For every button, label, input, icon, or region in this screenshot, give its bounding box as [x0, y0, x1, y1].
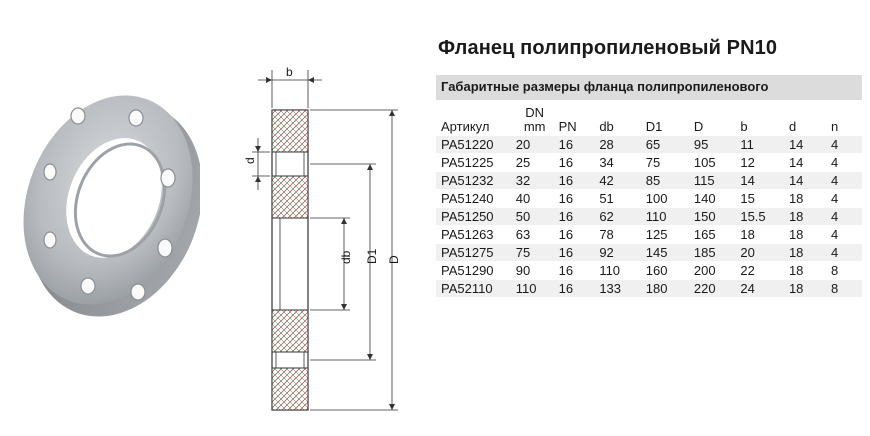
- cell-article: PA51250: [436, 208, 511, 226]
- cell-b: 22: [735, 262, 784, 280]
- cell-db: 78: [594, 226, 640, 244]
- cell-d-hole: 14: [784, 154, 826, 172]
- D-dimension-label: D: [387, 255, 401, 264]
- cell-b: 11: [735, 136, 784, 154]
- cell-db: 110: [594, 262, 640, 280]
- cell-b: 12: [735, 154, 784, 172]
- column-header-b: b: [740, 119, 748, 134]
- column-header-n: n: [831, 119, 839, 134]
- cell-d-hole: 18: [784, 208, 826, 226]
- cell-dn: 32: [511, 172, 554, 190]
- table-row: [436, 262, 862, 280]
- table-row: [436, 226, 862, 244]
- table-caption: Габаритные размеры фланца полипропиленового: [436, 75, 862, 100]
- cell-d-hole: 14: [784, 172, 826, 190]
- cell-db: 92: [594, 244, 640, 262]
- table-row: [436, 190, 862, 208]
- cell-db: 133: [594, 280, 640, 298]
- cell-b: 24: [735, 280, 784, 298]
- cell-article: PA51290: [436, 262, 511, 280]
- cell-article: PA51232: [436, 172, 511, 190]
- column-header-d-outer: D: [693, 119, 704, 134]
- table-row: [436, 244, 862, 262]
- cell-d1: 75: [641, 154, 689, 172]
- table-row: [436, 172, 862, 190]
- cell-d1: 180: [641, 280, 689, 298]
- cell-d-hole: 18: [784, 262, 826, 280]
- cell-n: 4: [826, 190, 862, 208]
- cell-pn: 16: [554, 136, 595, 154]
- cell-pn: 16: [554, 262, 595, 280]
- cell-d-hole: 18: [784, 280, 826, 298]
- cell-article: PA51240: [436, 190, 511, 208]
- cell-d-hole: 18: [784, 226, 826, 244]
- cell-n: 4: [826, 136, 862, 154]
- cell-d-outer: 95: [689, 136, 735, 154]
- cell-dn: 63: [511, 226, 554, 244]
- cell-n: 4: [826, 172, 862, 190]
- cell-pn: 16: [554, 280, 595, 298]
- column-header-pn: PN: [558, 119, 577, 134]
- cell-dn: 90: [511, 262, 554, 280]
- cell-article: PA51263: [436, 226, 511, 244]
- cell-n: 4: [826, 226, 862, 244]
- D1-dimension-label: D1: [365, 248, 379, 264]
- table-row: [436, 136, 862, 154]
- table-row: [436, 280, 862, 298]
- cell-d-outer: 220: [689, 280, 735, 298]
- cell-d-outer: 140: [689, 190, 735, 208]
- cell-article: PA51275: [436, 244, 511, 262]
- cell-d-hole: 18: [784, 190, 826, 208]
- cell-n: 8: [826, 262, 862, 280]
- cell-d-hole: 18: [784, 244, 826, 262]
- b-dimension-label: b: [286, 65, 293, 79]
- cell-b: 15: [735, 190, 784, 208]
- cell-b: 18: [735, 226, 784, 244]
- page-title: Фланец полипропиленовый PN10: [438, 37, 778, 59]
- cell-d1: 125: [641, 226, 689, 244]
- cell-pn: 16: [554, 226, 595, 244]
- column-header-d-hole: d: [788, 119, 797, 134]
- flange-cross-section-drawing: [230, 60, 410, 430]
- table-row: [436, 208, 862, 226]
- cell-n: 4: [826, 154, 862, 172]
- cell-d-outer: 185: [689, 244, 735, 262]
- cell-db: 62: [594, 208, 640, 226]
- cell-pn: 16: [554, 172, 595, 190]
- cell-dn: 110: [511, 280, 554, 298]
- flange-photo: [20, 80, 200, 320]
- cell-dn: 20: [511, 136, 554, 154]
- d-dimension-label: d: [243, 157, 257, 164]
- cell-db: 28: [594, 136, 640, 154]
- dn-header-text: DN mm: [523, 105, 546, 134]
- cell-d-outer: 200: [689, 262, 735, 280]
- cell-d-outer: 115: [689, 172, 735, 190]
- cell-pn: 16: [554, 244, 595, 262]
- column-header-db: db: [599, 119, 614, 134]
- cell-d1: 110: [641, 208, 689, 226]
- cell-b: 20: [735, 244, 784, 262]
- cell-d1: 160: [641, 262, 689, 280]
- cell-d-outer: 165: [689, 226, 735, 244]
- cell-dn: 40: [511, 190, 554, 208]
- cell-b: 14: [735, 172, 784, 190]
- cell-pn: 16: [554, 190, 595, 208]
- cell-d-outer: 105: [689, 154, 735, 172]
- cell-d1: 85: [641, 172, 689, 190]
- cell-n: 4: [826, 208, 862, 226]
- column-header-d1: D1: [645, 119, 663, 134]
- cell-d-outer: 150: [689, 208, 735, 226]
- column-header-article: Артикул: [441, 119, 490, 134]
- cell-d1: 100: [641, 190, 689, 208]
- cell-dn: 75: [511, 244, 554, 262]
- cell-db: 51: [594, 190, 640, 208]
- cell-d-hole: 14: [784, 136, 826, 154]
- table-body: [436, 136, 862, 298]
- cell-article: PA51220: [436, 136, 511, 154]
- cell-dn: 50: [511, 208, 554, 226]
- cell-pn: 16: [554, 154, 595, 172]
- table-row: [436, 154, 862, 172]
- cell-db: 42: [594, 172, 640, 190]
- cell-d1: 65: [641, 136, 689, 154]
- cell-n: 8: [826, 280, 862, 298]
- cell-pn: 16: [554, 208, 595, 226]
- cell-d1: 145: [641, 244, 689, 262]
- table-header-row: [436, 100, 862, 136]
- dimensions-table: [436, 75, 862, 298]
- cell-article: PA51225: [436, 154, 511, 172]
- cell-n: 4: [826, 244, 862, 262]
- cell-db: 34: [594, 154, 640, 172]
- db-dimension-label: db: [339, 250, 353, 264]
- cell-article: PA52110: [436, 280, 511, 298]
- cell-b: 15.5: [735, 208, 784, 226]
- column-header-dn: [511, 100, 554, 136]
- cell-dn: 25: [511, 154, 554, 172]
